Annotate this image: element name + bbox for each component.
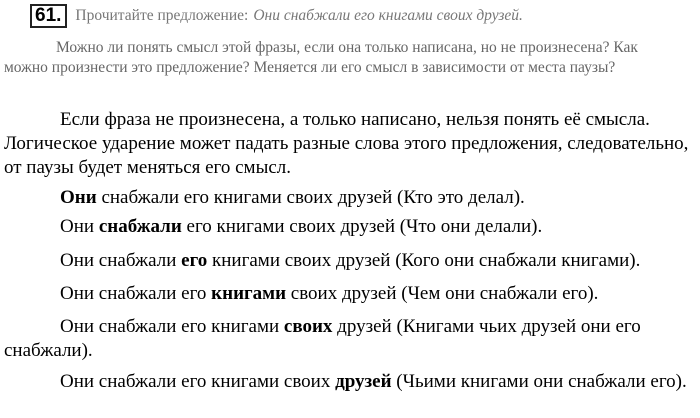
task-sentence: Они снабжали его книгами своих друзей.	[253, 7, 523, 24]
variant-text-after: книгами своих друзей (Кого они снабжали книгами).	[207, 250, 641, 271]
task-number-badge: 61.	[30, 4, 67, 28]
stress-variant-2	[4, 215, 696, 239]
stressed-word: его	[181, 250, 208, 271]
stressed-word: Они	[60, 187, 97, 208]
stress-variant-6	[4, 370, 696, 394]
stressed-word: книгами	[211, 283, 287, 304]
answer-intro: Если фраза не произнесена, а только написано, нельзя понять её смысла. Логическое ударение может падать разные слова этого предложения, следовательно, от паузы будет меняться его смысл.	[4, 109, 689, 178]
variant-text-before: Они снабжали его книгами своих	[60, 371, 336, 392]
stress-variant-3	[4, 249, 696, 273]
stressed-word: друзей	[335, 371, 392, 392]
variant-text-after: его книгами своих друзей (Что они делали).	[181, 216, 543, 237]
task-header	[30, 4, 523, 28]
variant-text-after: своих друзей (Чем они снабжали его).	[286, 283, 599, 304]
stress-variant-5	[4, 315, 696, 363]
task-instruction: Прочитайте предложение:	[75, 7, 249, 24]
stress-variant-4	[4, 282, 696, 306]
variant-text-before: Они снабжали	[60, 250, 182, 271]
variant-text-before: Они снабжали его	[60, 283, 212, 304]
task-questions: Можно ли понять смысл этой фразы, если она только написана, но не произнесена? Как можно произнести это предложение? Меняется ли его смысл в зависимости от места паузы?	[4, 39, 638, 76]
stressed-word: снабжали	[98, 216, 182, 237]
variant-text-after: (Чьими книгами они снабжали его).	[391, 371, 687, 392]
variant-text-before: Они снабжали его книгами	[60, 316, 284, 337]
stressed-word: своих	[283, 316, 333, 337]
variant-text-before: Они	[60, 216, 99, 237]
variant-text-after: снабжали его книгами своих друзей (Кто это делал).	[96, 187, 525, 208]
stress-variant-1	[4, 186, 696, 210]
variant-text-after: друзей (Книгами чьих друзей они его снабжали).	[4, 316, 641, 361]
